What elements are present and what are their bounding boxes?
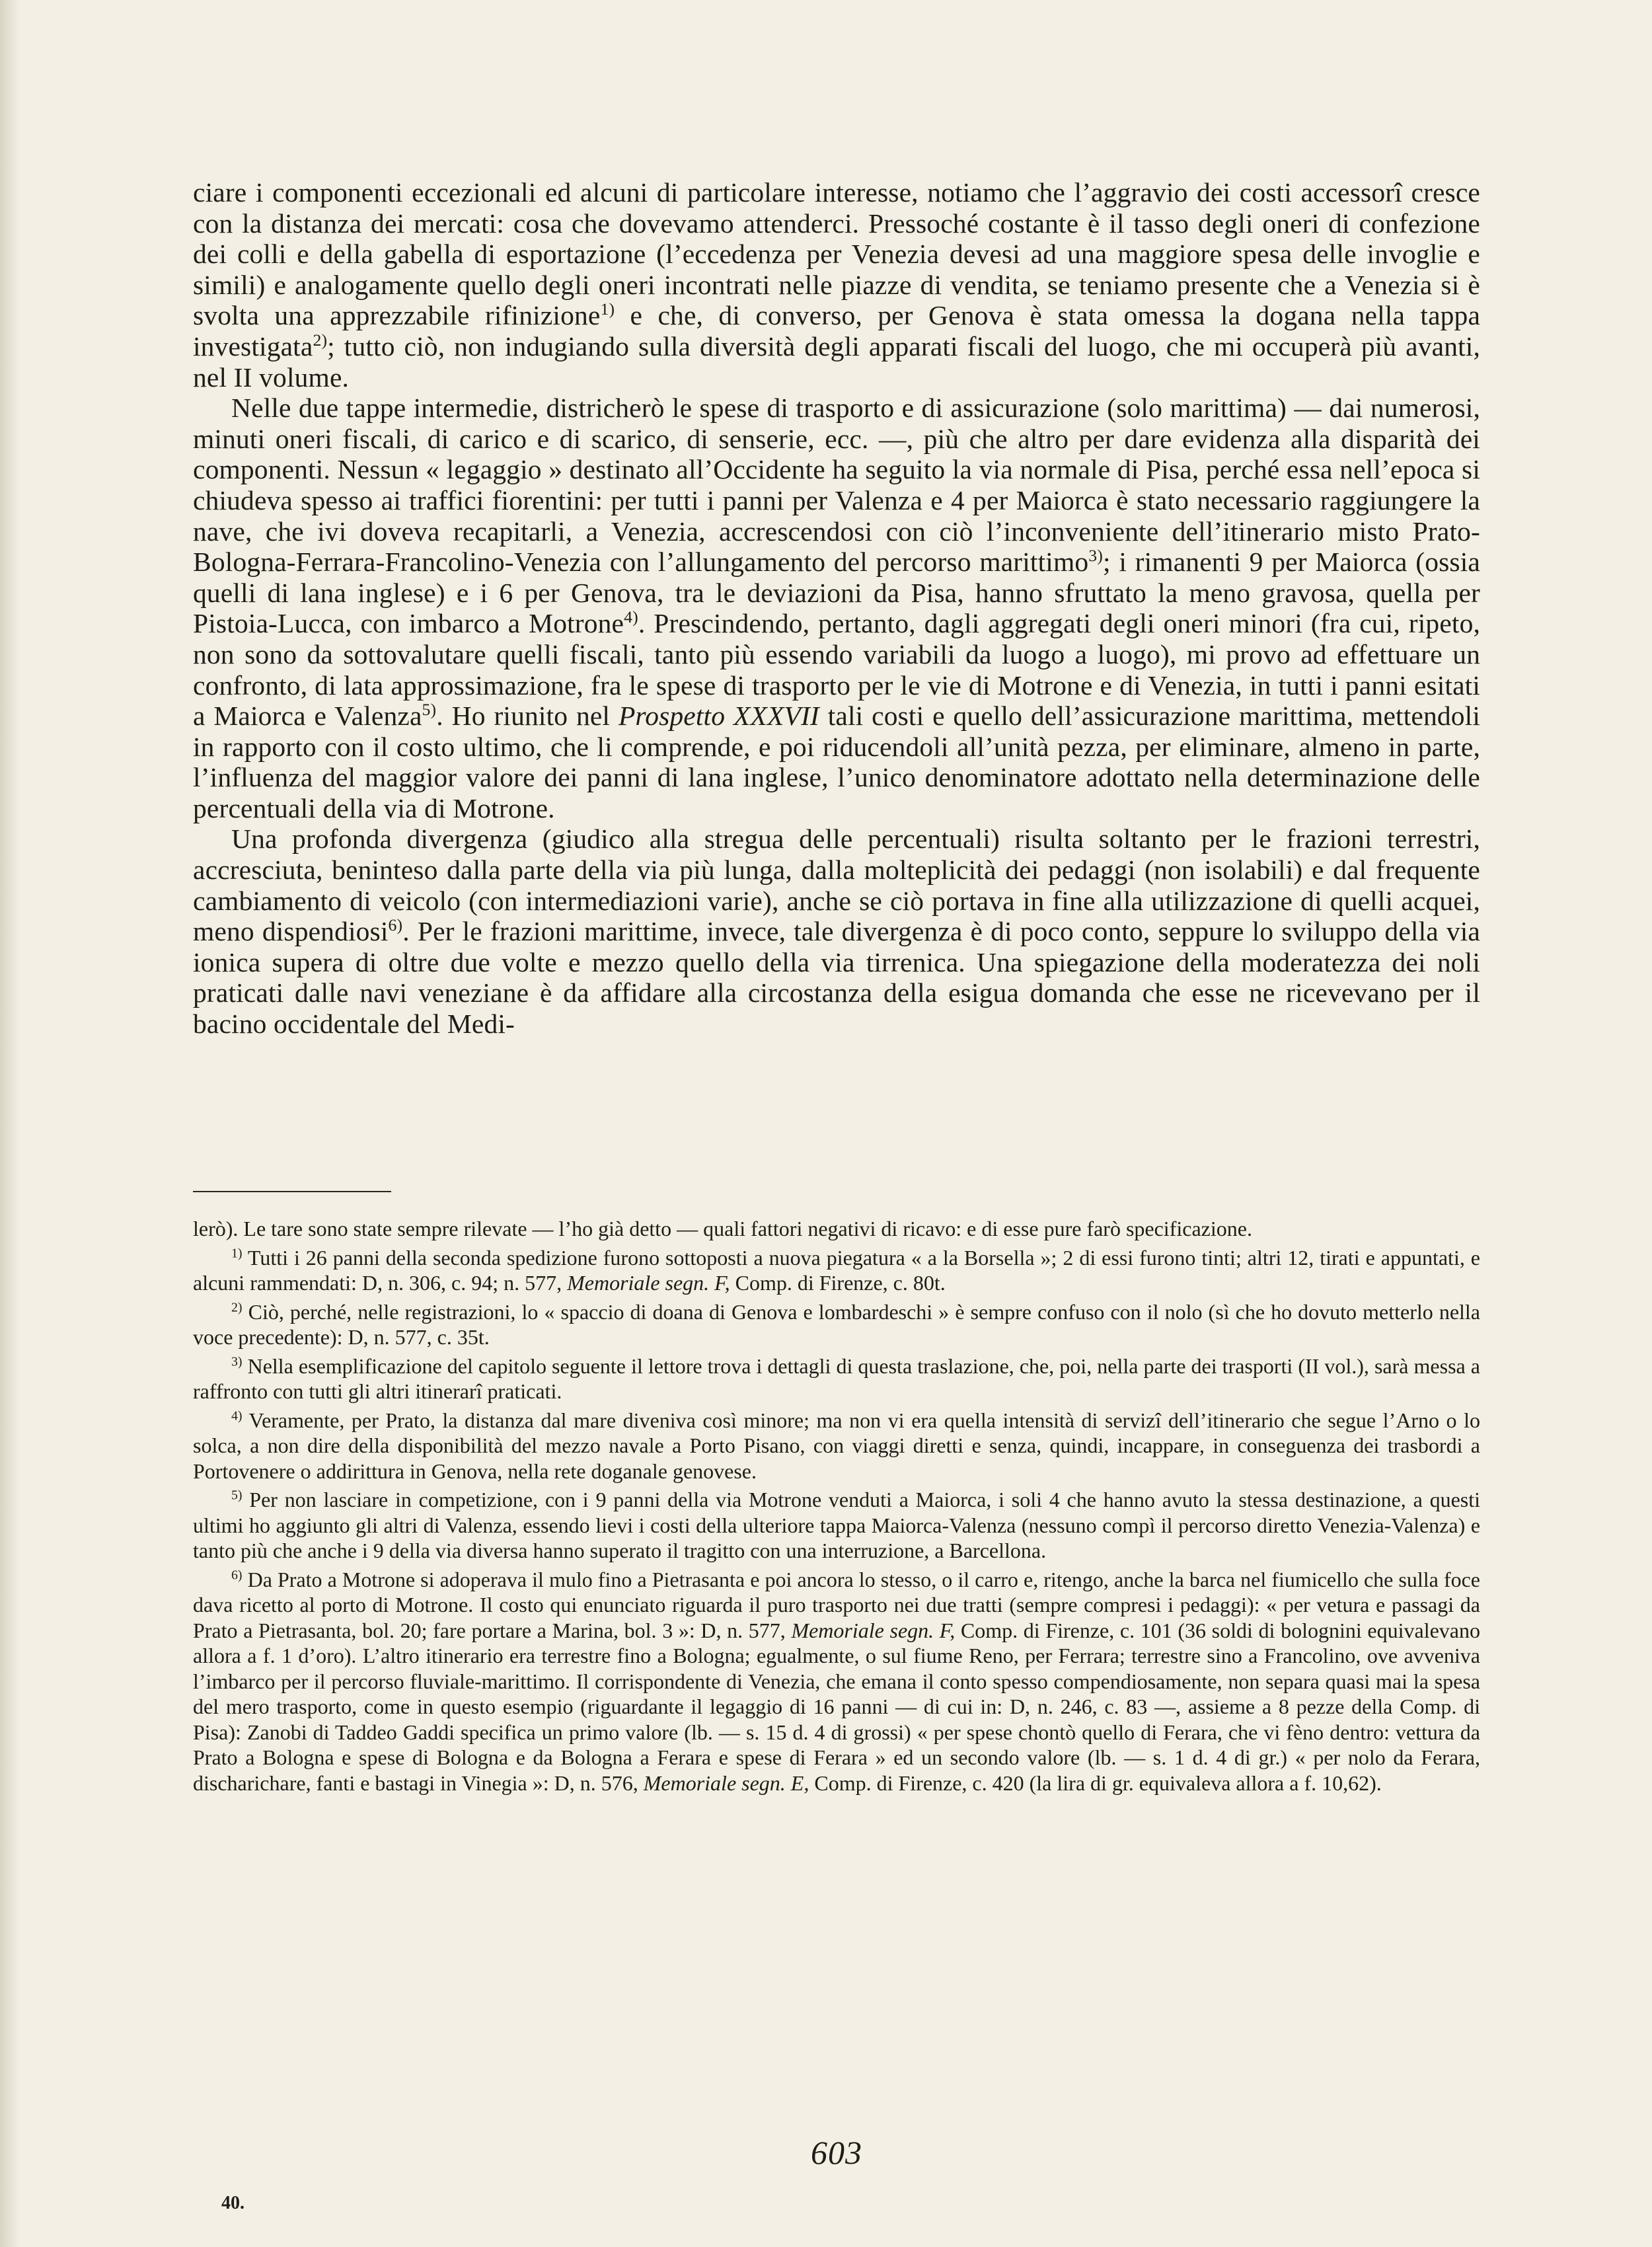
footnote-ref: 5) bbox=[422, 700, 437, 720]
footnote-3 bbox=[193, 1353, 1480, 1404]
page-number: 603 bbox=[811, 2134, 862, 2171]
footnote-2 bbox=[193, 1299, 1480, 1350]
text-run: . Ho riunito nel bbox=[436, 701, 619, 732]
text-run: Da Prato a Motrone si adoperava il mulo fino a Pietrasanta e poi ancora lo stesso, o il carro e, ritengo, anche la barca nel fiumicello che sulla foce dava ricetto al porto di Motrone. Il costo qui enunciato riguarda il puro trasporto nei due tratti (sempre compresi i pedaggi): « per vetura e passagi da Prato a Pietrasanta, bol. 20; fare portare a Marina, bol. 3 »: D, n. 577, bbox=[193, 1567, 1480, 1642]
text-run: Nelle due tappe intermedie, districherò le spese di trasporto e di assicurazione (solo marittima) — dai numerosi, minuti oneri fiscali, di carico e di scarico, di senserie, ecc. —, più che altro per dare evidenza alla disparità dei componenti. Nessun « legaggio » destinato all’Occidente ha seguito la via normale di Pisa, perché essa nell’epoca si chiudeva spesso ai traffici fiorentini: per tutti i panni per Valenza e 4 per Maiorca è stato necessario raggiungere la nave, che ivi doveva recapitarli, a Venezia, accrescendosi con ciò l’inconveniente dell’itinerario misto Prato-Bologna-Ferrara-Francolino-Venezia con l’allungamento del percorso marittimo bbox=[193, 393, 1480, 578]
footnote-6 bbox=[193, 1567, 1480, 1796]
footnote-ref: 4) bbox=[624, 607, 638, 627]
italic-title: Memoriale segn. E, bbox=[643, 1771, 809, 1795]
signature-mark: 40. bbox=[221, 2193, 244, 2213]
footnote-mark: 2) bbox=[231, 1299, 243, 1314]
footnote-mark: 5) bbox=[231, 1488, 243, 1503]
text-run: Tutti i 26 panni della seconda spedizione furono sottoposti a nuova piegatura « a la Borsella »; 2 di essi furono tinti; altri 12, tirati e appuntati, e alcuni rammendati: D, n. 306, c. 94; n. 577, bbox=[193, 1245, 1480, 1295]
text-run: Per non lasciare in competizione, con i 9 panni della via Motrone venduti a Maiorca, i soli 4 che hanno avuto la stessa destinazione, a questi ultimi ho aggiunto gli altri di Valenza, essendo lievi i costi della ulteriore tappa Maiorca-Valenza (nessuno compì il percorso diretto Venezia-Valenza) e tanto più che anche i 9 della via diversa hanno superato il tragitto con una interruzione, a Barcellona. bbox=[193, 1488, 1480, 1562]
text-run: Veramente, per Prato, la distanza dal mare diveniva così minore; ma non vi era quella intensità di servizî dell’itinerario che segue l’Arno o lo solca, a non dire della disponibilità del mezzo navale a Porto Pisano, con viaggi diretti e senza, quindi, incappare, in conseguenza dei trasbordi a Portovenere o addirittura in Genova, nella rete doganale genovese. bbox=[193, 1408, 1480, 1483]
footnote-continued: lerò). Le tare sono state sempre rilevate — l’ho già detto — quali fattori negativi di ricavo: e di esse pure farò specificazione. bbox=[193, 1217, 1252, 1240]
footnote-ref: 6) bbox=[388, 915, 403, 935]
text-run: . Per le frazioni marittime, invece, tale divergenza è di poco conto, seppure lo sviluppo della via ionica supera di oltre due volte e mezzo quello della via tirrenica. Una spiegazione della moderatezza dei noli praticati dalle navi veneziane è da affidare alla circostanza della esigua domanda che esse ne ricevevano per il bacino occidentale del Medi- bbox=[193, 916, 1480, 1040]
text-run: tali costi e quello dell’assicurazione marittima, mettendoli in rapporto con il costo ultimo, che li comprende, e poi riducendoli all’unità pezza, per eliminare, almeno in parte, l’influenza del maggior valore dei panni di lana inglese, l’unico denominatore adottato nella determinazione delle percentuali della via di Motrone. bbox=[193, 701, 1481, 823]
footnote-ref: 1) bbox=[600, 299, 615, 319]
footnote-5 bbox=[193, 1487, 1480, 1564]
paragraph-3 bbox=[193, 823, 1480, 1039]
text-run: ; i rimanenti 9 per Maiorca (ossia quelli di lana inglese) e i 6 per Genova, tra le deviazioni da Pisa, hanno sfruttato la meno gravosa, quella per Pistoia-Lucca, con imbarco a Motrone bbox=[193, 547, 1480, 639]
italic-title: Memoriale segn. F, bbox=[791, 1618, 956, 1642]
footnote-mark: 3) bbox=[231, 1353, 243, 1369]
text-run: ciare i componenti eccezionali ed alcuni di particolare interesse, notiamo che l’aggravio dei costi accessorî cresce con la distanza dei mercati: cosa che dovevamo attenderci. Pressoché costante è il tasso degli oneri di confezione dei colli e della gabella di esportazione (l’eccedenza per Venezia devesi ad una maggiore spesa delle invoglie e simili) e analogamente quello degli oneri incontrati nelle piazze di vendita, se teniamo presente che a Venezia si è svolta una apprezzabile rifinizione bbox=[193, 177, 1480, 331]
footnote-mark: 4) bbox=[231, 1408, 243, 1423]
italic-title: Memoriale segn. F, bbox=[567, 1271, 730, 1295]
page-edge bbox=[0, 0, 20, 2247]
footnotes bbox=[193, 1216, 1480, 1799]
footnote-mark: 1) bbox=[231, 1245, 243, 1260]
footnote-mark: 6) bbox=[231, 1567, 243, 1582]
text-run: e che, di converso, per Genova è stata omessa la dogana nella tappa investigata bbox=[193, 300, 1481, 362]
text-run: . Prescindendo, pertanto, dagli aggregati degli oneri minori (fra cui, ripeto, non sono da sottovalutare quelli fiscali, tanto più essendo variabili da luogo a luogo), mi provo ad effettuare un confronto, di lata approssimazione, fra le spese di trasporto per le vie di Motrone e di Venezia, in tutti i panni esitati a Maiorca e Valenza bbox=[193, 608, 1480, 732]
italic-title: Prospetto XXXVII bbox=[618, 701, 819, 732]
text-run: ; tutto ciò, non indugiando sulla diversità degli apparati fiscali del luogo, che mi occuperà più avanti, nel II volume. bbox=[193, 330, 1480, 393]
text-run: Una profonda divergenza (giudico alla stregua delle percentuali) risulta soltanto per le frazioni terrestri, accresciuta, beninteso dalla parte della via più lunga, dalla molteplicità dei pedaggi (non isolabili) e dal frequente cambiamento di veicolo (con intermediazioni varie), anche se ciò portava in fine alla utilizzazione di quelli acquei, meno dispendiosi bbox=[193, 823, 1480, 947]
text-run: Comp. di Firenze, c. 420 (la lira di gr. equivaleva allora a f. 10,62). bbox=[809, 1771, 1382, 1795]
text-run: Comp. di Firenze, c. 80t. bbox=[730, 1271, 946, 1295]
footnote-ref: 3) bbox=[1088, 546, 1104, 566]
paragraph-2 bbox=[193, 393, 1480, 823]
footnote-divider bbox=[193, 1191, 391, 1192]
footnote-1 bbox=[193, 1245, 1480, 1296]
footnote-ref: 2) bbox=[313, 330, 328, 350]
text-run: Nella esemplificazione del capitolo seguente il lettore trova i dettagli di questa traslazione, che, poi, nella parte dei trasporti (II vol.), sarà messa a raffronto con tutti gli altri itinerarî praticati. bbox=[193, 1353, 1480, 1403]
text-run: Comp. di Firenze, c. 101 (36 soldi di bolognini equivalevano allora a f. 1 d’oro). L’altro itinerario era terrestre fino a Bologna; egualmente, o sul fiume Reno, per Ferrara; terrestre sino a Francolino, ove avveniva l’imbarco per il percorso fluviale-marittimo. Il corrispondente di Venezia, che emana il conto spesso compendiosamente, non separa quasi mai la spesa del mero trasporto, come in questo esempio (riguardante il legaggio di 16 panni — di cui in: D, n. 246, c. 83 —, assieme a 8 pezze della Comp. di Pisa): Zanobi di Taddeo Gaddi specifica un primo valore (lb. — s. 15 d. 4 di grossi) « per spese chontò quello di Ferara, che vi fèno dentro: vettura da Prato a Bologna e spese di Bologna e da Bologna a Ferara e spese di Ferara » ed un secondo valore (lb. — s. 1 d. 4 di gr.) « per nolo da Ferara, discharichare, fanti e bastagi in Vinegia »: D, n. 576, bbox=[193, 1618, 1481, 1795]
footnote-4 bbox=[193, 1408, 1480, 1484]
main-text bbox=[193, 177, 1480, 1040]
paragraph-1 bbox=[193, 177, 1480, 393]
text-run: Ciò, perché, nelle registrazioni, lo « spaccio di doana di Genova e lombardeschi » è sempre confuso con il nolo (sì che ho dovuto metterlo nella voce precedente): D, n. 577, c. 35t. bbox=[193, 1299, 1480, 1349]
